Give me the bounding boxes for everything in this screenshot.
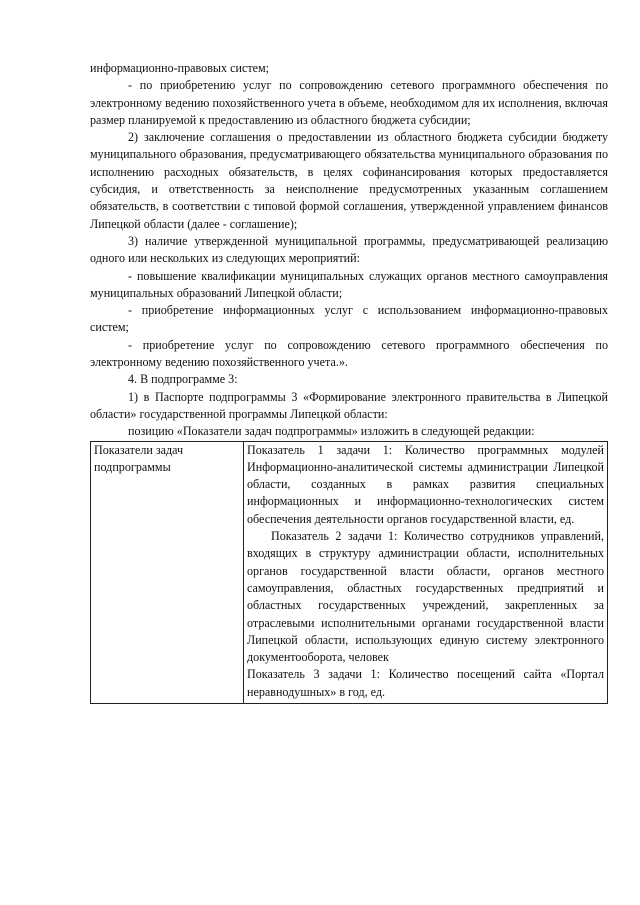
indicator-1: Показатель 1 задачи 1: Количество программных модулей Информационно-аналитической системы администрации Липецкой области, созданных в рамках развития специальных информационных и информационно-технологических систем обеспечения деятельности органов государственной власти, ед.: [247, 442, 604, 526]
table-row: [91, 441, 608, 703]
indicator-2: Показатель 2 задачи 1: Количество сотрудников управлений, входящих в структуру администрации области, исполнительных органов государственной власти области, органов местного самоуправления, областных государственных предприятий и областных государственных учреждений, закрепленных за отраслевыми исполнительными органами государственной власти Липецкой области, использующих единую систему электронного документооборота, человек: [247, 529, 604, 665]
paragraph-bullet-qualification: - повышение квалификации муниципальных служащих органов местного самоуправления муниципальных образований Липецкой области;: [90, 268, 608, 300]
paragraph-item-3-program: 3) наличие утвержденной муниципальной программы, предусматривающей реализацию одного или нескольких из следующих мероприятий:: [90, 233, 608, 266]
paragraph-position-edit: позицию «Показатели задач подпрограммы» изложить в следующей редакции:: [128, 424, 535, 439]
table-label-cell: Показатели задач подпрограммы: [91, 441, 244, 703]
paragraph-passport: 1) в Паспорте подпрограммы 3 «Формирование электронного правительства в Липецкой области» государственной программы Липецкой области:: [90, 389, 608, 421]
paragraph-item-software-support: - по приобретению услуг по сопровождению сетевого программного обеспечения по электронному ведению похозяйственного учета в объеме, необходимом для их исполнения, включая размер планируемой к предоставлению из областного бюджета субсидии;: [90, 78, 608, 127]
paragraph-bullet-software-support: - приобретение услуг по сопровождению сетевого программного обеспечения по электронному ведению похозяйственного учета.».: [90, 337, 608, 370]
paragraph-item-2-agreement: 2) заключение соглашения о предоставлении из областного бюджета субсидии бюджету муниципального образования, предусматривающего обязательства муниципального образования по исполнению расходных обязательств, в целях софинансирования которых предоставляется субсидия, и ответственность за неисполнение предусмотренных указанным соглашением обязательств, в соответствии с типовой формой соглашения, утвержденной управлением финансов Липецкой области (далее - соглашение);: [90, 130, 608, 231]
table-indicators-cell: [244, 441, 608, 703]
paragraph-continuation: информационно-правовых систем;: [90, 61, 269, 75]
indicator-3: Показатель 3 задачи 1: Количество посещений сайта «Портал неравнодушных» в год, ед.: [247, 667, 604, 699]
paragraph-bullet-info-services: - приобретение информационных услуг с использованием информационно-правовых систем;: [90, 303, 608, 335]
indicators-table: [90, 441, 608, 704]
paragraph-subprogram-3: 4. В подпрограмме 3:: [128, 372, 238, 387]
document-page: [90, 60, 608, 704]
